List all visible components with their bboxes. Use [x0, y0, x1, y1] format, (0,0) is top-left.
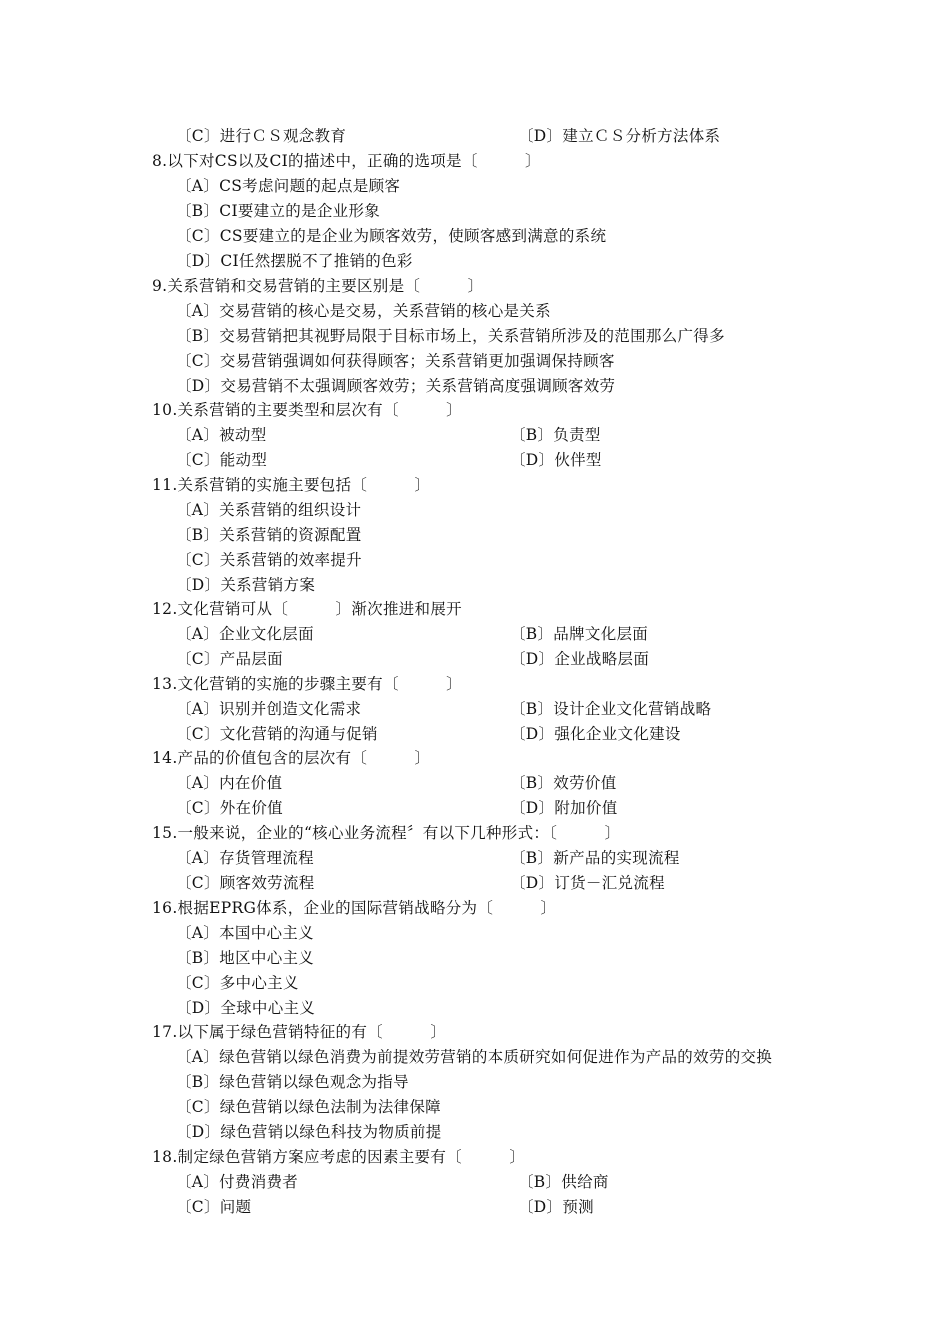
option-line: 〔B〕地区中心主义 [176, 949, 315, 967]
option-line: 〔C〕关系营销的效率提升 [176, 551, 362, 569]
option-line: 〔D〕预测 [518, 1198, 594, 1216]
option-line: 〔D〕强化企业文化建设 [510, 725, 681, 743]
option-line: 〔D〕绿色营销以绿色科技为物质前提 [176, 1123, 442, 1141]
option-line: 〔A〕内在价值 [176, 774, 283, 792]
option-line: 〔D〕关系营销方案 [176, 576, 316, 594]
question-line: 10.关系营销的主要类型和层次有〔 〕 [152, 401, 462, 419]
option-line: 〔C〕能动型 [176, 451, 268, 469]
option-line: 〔B〕绿色营销以绿色观念为指导 [176, 1073, 409, 1091]
option-line: 〔C〕交易营销强调如何获得顾客；关系营销更加强调保持顾客 [176, 352, 615, 370]
option-line: 〔B〕CI要建立的是企业形象 [176, 202, 381, 220]
option-line: 〔A〕识别并创造文化需求 [176, 700, 362, 718]
option-line: 〔D〕附加价值 [510, 799, 618, 817]
option-line: 〔A〕本国中心主义 [176, 924, 314, 942]
option-line: 〔C〕CS要建立的是企业为顾客效劳，使顾客感到满意的系统 [176, 227, 607, 245]
option-line: 〔A〕CS考虑问题的起点是顾客 [176, 177, 401, 195]
option-line: 〔B〕供给商 [518, 1173, 609, 1191]
question-line: 14.产品的价值包含的层次有〔 〕 [152, 749, 431, 767]
option-line: 〔A〕交易营销的核心是交易，关系营销的核心是关系 [176, 302, 551, 320]
option-line: 〔A〕关系营销的组织设计 [176, 501, 362, 519]
question-line: 11.关系营销的实施主要包括〔 〕 [152, 476, 431, 494]
question-line: 16.根据EPRG体系，企业的国际营销战略分为〔 〕 [152, 899, 557, 917]
question-line: 17.以下属于绿色营销特征的有〔 〕 [152, 1023, 447, 1041]
option-line: 〔D〕CI任然摆脱不了推销的色彩 [176, 252, 413, 270]
question-line: 8.以下对CS以及CI的描述中，正确的选项是〔 〕 [152, 152, 541, 170]
option-line: 〔C〕进行ＣＳ观念教育 [176, 127, 347, 145]
question-line: 18.制定绿色营销方案应考虑的因素主要有〔 〕 [152, 1148, 526, 1166]
option-line: 〔A〕绿色营销以绿色消费为前提效劳营销的本质研究如何促进作为产品的效劳的交换 [176, 1048, 773, 1066]
option-line: 〔D〕交易营销不太强调顾客效劳；关系营销高度强调顾客效劳 [176, 377, 616, 395]
option-line: 〔C〕产品层面 [176, 650, 283, 668]
option-line: 〔D〕建立ＣＳ分析方法体系 [518, 127, 721, 145]
option-line: 〔B〕交易营销把其视野局限于目标市场上，关系营销所涉及的范围那么广得多 [176, 327, 725, 345]
option-line: 〔C〕顾客效劳流程 [176, 874, 315, 892]
question-line: 9.关系营销和交易营销的主要区别是〔 〕 [152, 277, 484, 295]
option-line: 〔B〕设计企业文化营销战略 [510, 700, 712, 718]
option-line: 〔B〕负责型 [510, 426, 601, 444]
option-line: 〔C〕文化营销的沟通与促销 [176, 725, 378, 743]
option-line: 〔A〕付费消费者 [176, 1173, 299, 1191]
option-line: 〔D〕企业战略层面 [510, 650, 650, 668]
question-line: 15.一般来说，企业的“核心业务流程〞有以下几种形式：〔 〕 [152, 824, 621, 842]
option-line: 〔D〕全球中心主义 [176, 999, 316, 1017]
option-line: 〔B〕效劳价值 [510, 774, 617, 792]
option-line: 〔D〕订货－汇兑流程 [510, 874, 665, 892]
option-line: 〔A〕被动型 [176, 426, 267, 444]
option-line: 〔C〕外在价值 [176, 799, 283, 817]
question-line: 12.文化营销可从〔 〕渐次推进和展开 [152, 600, 462, 618]
option-line: 〔C〕问题 [176, 1198, 252, 1216]
option-line: 〔A〕存货管理流程 [176, 849, 314, 867]
question-line: 13.文化营销的实施的步骤主要有〔 〕 [152, 675, 462, 693]
option-line: 〔C〕绿色营销以绿色法制为法律保障 [176, 1098, 441, 1116]
option-line: 〔B〕品牌文化层面 [510, 625, 649, 643]
option-line: 〔A〕企业文化层面 [176, 625, 314, 643]
option-line: 〔C〕多中心主义 [176, 974, 299, 992]
option-line: 〔B〕新产品的实现流程 [510, 849, 680, 867]
option-line: 〔D〕伙伴型 [510, 451, 602, 469]
option-line: 〔B〕关系营销的资源配置 [176, 526, 362, 544]
